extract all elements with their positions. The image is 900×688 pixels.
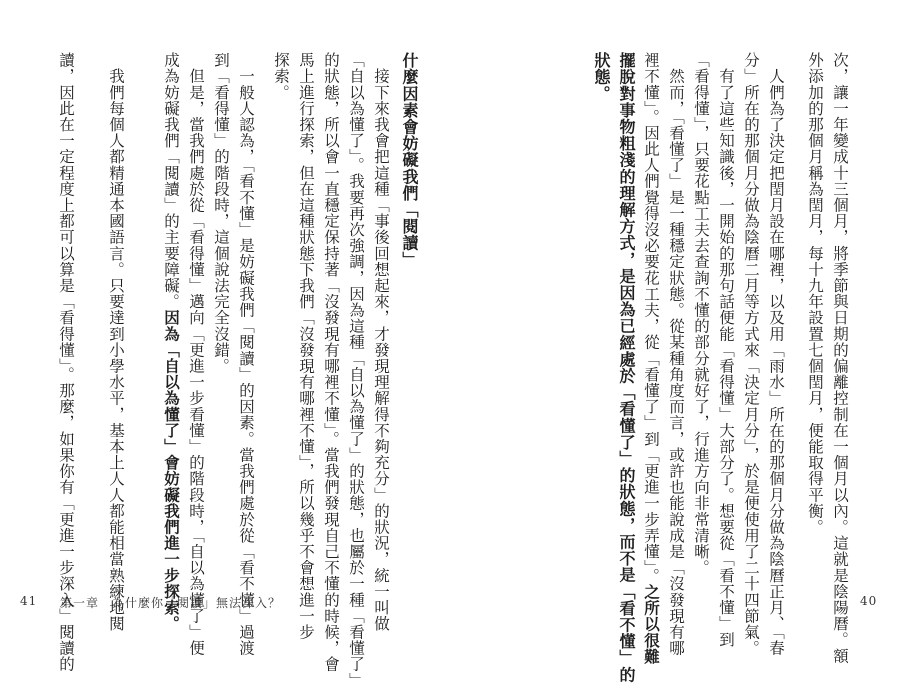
text-run: 裡不懂」。因此人們覺得沒必要花工夫，從「看懂了」到「更進一步弄懂」。 bbox=[642, 52, 660, 584]
text-column-mixed bbox=[160, 52, 182, 632]
text-run: 成為妨礙我們「閱讀」的主要障礙。 bbox=[162, 52, 180, 310]
text-column: 「自以為懂了」。我要再次強調，因為這種「自以為懂了」的狀態，也屬於一種「看懂了」 bbox=[347, 52, 365, 688]
emphasis-run: 因為「自以為懂了」會妨礙我們進一步探索。 bbox=[162, 309, 180, 632]
text-column: 然而，「看懂了」是一種穩定狀態。從某種角度而言，或許也能說成是「沒發現有哪 bbox=[667, 52, 685, 657]
text-column-bold: 擺脫對事物粗淺的理解方式，是因為已經處於「看懂了」的狀態，而不是「看不懂」的 bbox=[617, 52, 636, 683]
text-column: 探索。 bbox=[272, 52, 290, 101]
text-column: 一般人認為，「看不懂」是妨礙我們「閱讀」的因素。當我們處於從「看不懂」過渡 bbox=[237, 52, 255, 657]
text-column-bold: 狀態。 bbox=[592, 52, 611, 102]
text-column: 次，讓一年變成十三個月，將季節與日期的偏離控制在一個月以內。這就是陰陽曆。額 bbox=[831, 52, 849, 664]
text-column: 「看得懂」，只要花點工夫去查詢不懂的部分就好了，行進方向非常清晰。 bbox=[692, 52, 710, 576]
section-heading: 什麼因素會妨礙我們「閱讀」 bbox=[400, 52, 419, 268]
text-column: 有了這些知識後，一開始的那句話便能「看得懂」大部分了。想要從「看不懂」到 bbox=[717, 52, 735, 648]
text-column: 讀，因此在一定程度上都可以算是「看得懂」。那麼，如果你有「更進一步深入」閱讀的 bbox=[57, 52, 75, 673]
text-column-mixed bbox=[640, 52, 662, 665]
text-column: 但是，當我們處於從「看得懂」邁向「更進一步看懂」的階段時，「自以為懂了」便 bbox=[187, 52, 205, 657]
text-column: 我們每個人都精通本國語言。只要達到小學水平，基本上人人都能相當熟練地閱 bbox=[107, 52, 125, 632]
running-head: 第一章 為什麼你「閱讀」無法深入？ bbox=[60, 596, 282, 610]
text-column: 外添加的那個月稱為閏月，每十九年設置七個閏月，便能取得平衡。 bbox=[806, 52, 824, 535]
text-column: 馬上進行探索，但在這種狀態下我們「沒發現有哪裡不懂」，所以幾乎不會想進一步 bbox=[297, 52, 315, 640]
text-column: 人們為了決定把閏月設在哪裡，以及用「雨水」所在的那個月分做為陰曆正月、「春 bbox=[767, 52, 785, 657]
text-column: 到「看得懂」的階段時，這個說法完全沒錯。 bbox=[212, 52, 230, 374]
page-number: 41 bbox=[20, 594, 38, 608]
text-column: 分」所在的那個月分做為陰曆二月等方式來「決定月分」，於是便使用了二十四節氣。 bbox=[742, 52, 760, 657]
page-right bbox=[450, 0, 900, 683]
page-number: 40 bbox=[860, 594, 878, 608]
text-column: 接下來我會把這種「事後回想起來，才發現理解得不夠充分」的狀況，統一叫做 bbox=[372, 52, 390, 632]
text-column: 的狀態，所以會一直穩定保持著「沒發現有哪裡不懂」。當我們發現自己不懂的時候，會 bbox=[322, 52, 340, 673]
emphasis-run: 之所以很難 bbox=[642, 583, 660, 665]
